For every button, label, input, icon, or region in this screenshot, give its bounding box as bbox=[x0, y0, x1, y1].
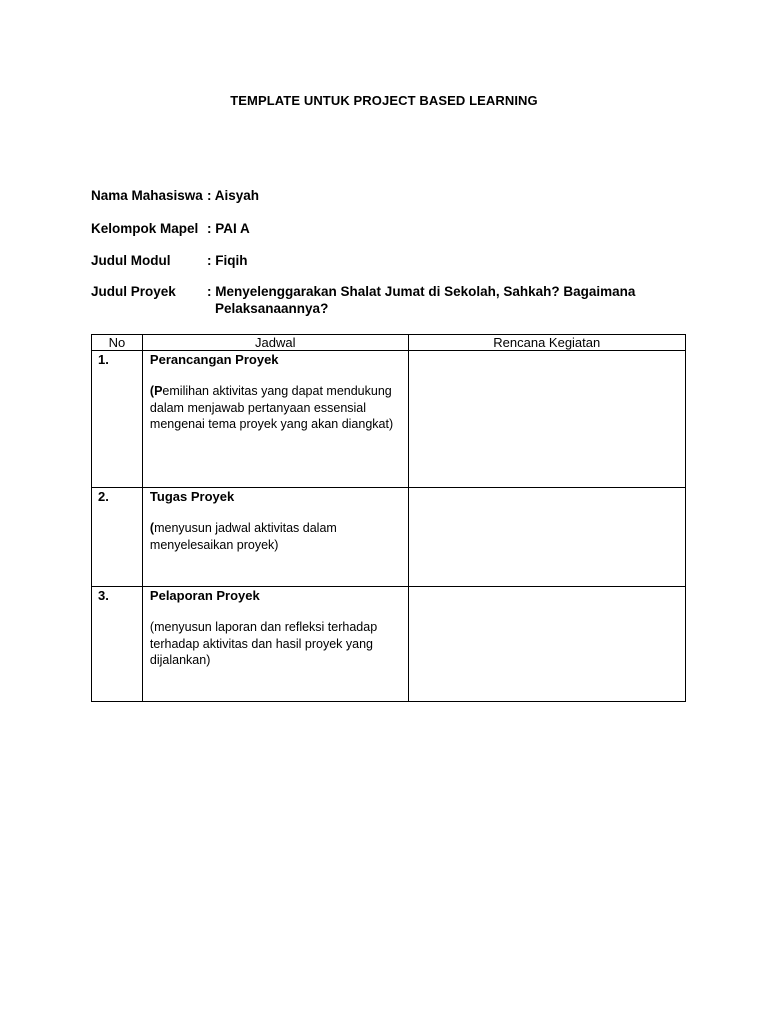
stage-title: Pelaporan Proyek bbox=[149, 588, 260, 603]
modul-label: Judul Modul bbox=[91, 253, 171, 268]
table-row bbox=[92, 488, 686, 587]
kelompok-value: : PAI A bbox=[207, 221, 250, 236]
stage-description bbox=[150, 383, 402, 433]
nama-value: : Aisyah bbox=[207, 188, 260, 203]
proyek-label: Judul Proyek bbox=[91, 284, 176, 299]
row-number: 1. bbox=[92, 351, 143, 488]
rencana-kegiatan-cell[interactable] bbox=[408, 488, 685, 587]
modul-value: : Fiqih bbox=[207, 253, 248, 268]
desc-text: emilihan aktivitas yang dapat mendukung dalam menjawab pertanyaan essensial mengenai tema proyek yang akan diangkat) bbox=[149, 384, 394, 431]
jadwal-cell bbox=[142, 351, 408, 488]
desc-open: (P bbox=[149, 384, 163, 398]
stage-description bbox=[150, 619, 402, 669]
proyek-value bbox=[207, 283, 687, 317]
desc-text: menyusun jadwal aktivitas dalam menyelesaikan proyek) bbox=[149, 521, 337, 552]
project-plan-table bbox=[91, 334, 686, 702]
desc-text: (menyusun laporan dan refleksi terhadap terhadap aktivitas dan hasil proyek yang dijalankan) bbox=[149, 620, 378, 667]
stage-title: Tugas Proyek bbox=[149, 489, 235, 504]
nama-label: Nama Mahasiswa bbox=[91, 188, 203, 203]
header-jadwal: Jadwal bbox=[142, 335, 408, 351]
header-no: No bbox=[92, 335, 143, 351]
table-header-row bbox=[92, 335, 686, 351]
proyek-value-line1: : Menyelenggarakan Shalat Jumat di Sekolah, Sahkah? Bagaimana bbox=[207, 284, 636, 299]
kelompok-label: Kelompok Mapel bbox=[91, 221, 199, 236]
table-row bbox=[92, 587, 686, 702]
rencana-kegiatan-cell[interactable] bbox=[408, 587, 685, 702]
stage-description bbox=[150, 520, 402, 553]
document-title: TEMPLATE UNTUK PROJECT BASED LEARNING bbox=[230, 93, 538, 108]
row-number: 3. bbox=[92, 587, 143, 702]
header-rencana-kegiatan: Rencana Kegiatan bbox=[408, 335, 685, 351]
jadwal-cell bbox=[142, 587, 408, 702]
jadwal-cell bbox=[142, 488, 408, 587]
rencana-kegiatan-cell[interactable] bbox=[408, 351, 685, 488]
row-number: 2. bbox=[92, 488, 143, 587]
table-row bbox=[92, 351, 686, 488]
proyek-value-line2: Pelaksanaannya? bbox=[215, 301, 329, 316]
desc-open: ( bbox=[149, 521, 155, 535]
stage-title: Perancangan Proyek bbox=[149, 352, 279, 367]
